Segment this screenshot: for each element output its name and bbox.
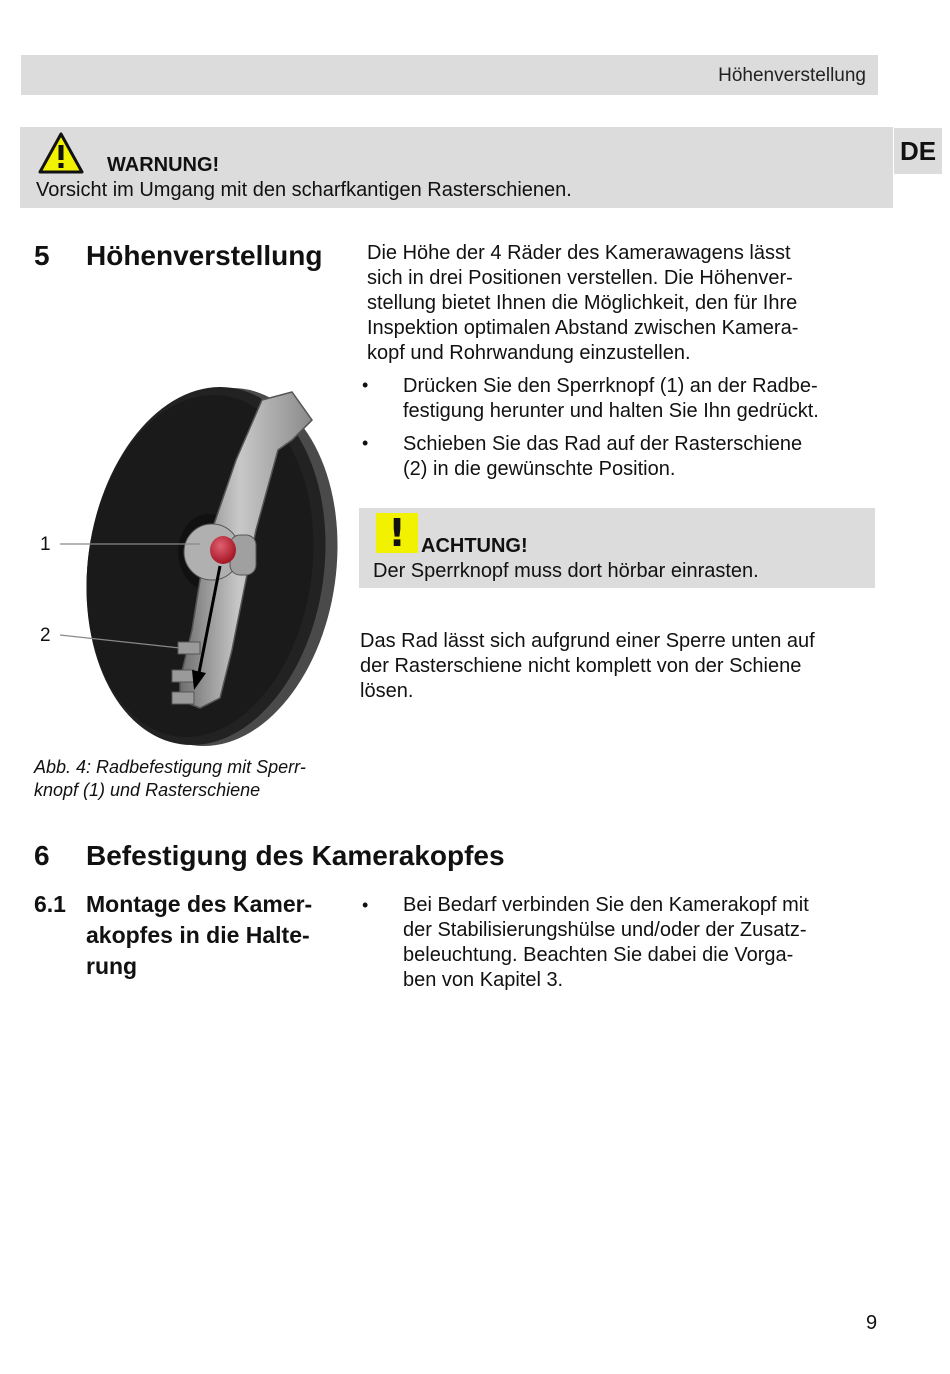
section-6-title: Befestigung des Kamerakopfes <box>86 840 505 871</box>
bullet-marker: • <box>362 375 369 395</box>
bullet-item: Bei Bedarf verbinden Sie den Kamerakopf mit der Stabilisierungshülse und/oder der Zusatz- beleuchtung. Beachten Sie dabei die Vorga- ben von Kapitel 3. <box>403 894 809 991</box>
figure-label-2: 2 <box>40 625 51 646</box>
section-5-intro: Die Höhe der 4 Räder des Kamerawagens lässt sich in drei Positionen verstellen. Die Höhenver- stellung bietet Ihnen die Möglichkeit, den für Ihre Inspektion optimalen Abstand zwischen Kamera- kopf und Rohrwandung einzustellen. <box>367 242 799 364</box>
attention-title: ACHTUNG! <box>421 535 528 557</box>
attention-text: Der Sperrknopf muss dort hörbar einrasten. <box>373 560 759 582</box>
figure-label-1: 1 <box>40 534 51 555</box>
section-6-number: 6 <box>34 840 50 871</box>
bullet-marker: • <box>362 895 369 915</box>
section-5-title: Höhenverstellung <box>86 240 323 271</box>
bullet-marker: • <box>362 433 369 453</box>
section-5-number: 5 <box>34 240 50 271</box>
warning-text: Vorsicht im Umgang mit den scharfkantigen Rasterschienen. <box>36 179 572 201</box>
warning-triangle-icon <box>38 132 84 174</box>
language-tab: DE <box>894 128 942 174</box>
page-number: 9 <box>866 1312 878 1334</box>
figure-caption: Abb. 4: Radbefestigung mit Sperr- knopf (1) und Rasterschiene <box>34 757 306 800</box>
page-header <box>21 55 878 95</box>
attention-box <box>359 508 875 588</box>
warning-box <box>20 127 893 208</box>
bullet-item: Drücken Sie den Sperrknopf (1) an der Radbe- festigung herunter und halten Sie Ihn gedrückt. <box>403 375 819 422</box>
subsection-6-1-title: Montage des Kamer- akopfes in die Halte- rung <box>86 891 313 979</box>
exclamation-icon: ! <box>376 513 418 553</box>
wheel-illustration <box>30 380 350 755</box>
header-title: Höhenverstellung <box>718 65 866 86</box>
subsection-6-1-number: 6.1 <box>34 891 66 917</box>
section-5-note: Das Rad lässt sich aufgrund einer Sperre unten auf der Rasterschiene nicht komplett von der Schiene lösen. <box>360 630 815 702</box>
bullet-item: Schieben Sie das Rad auf der Rasterschiene (2) in die gewünschte Position. <box>403 433 803 480</box>
warning-title: WARNUNG! <box>107 154 220 176</box>
wheel-mount-figure <box>30 380 350 755</box>
